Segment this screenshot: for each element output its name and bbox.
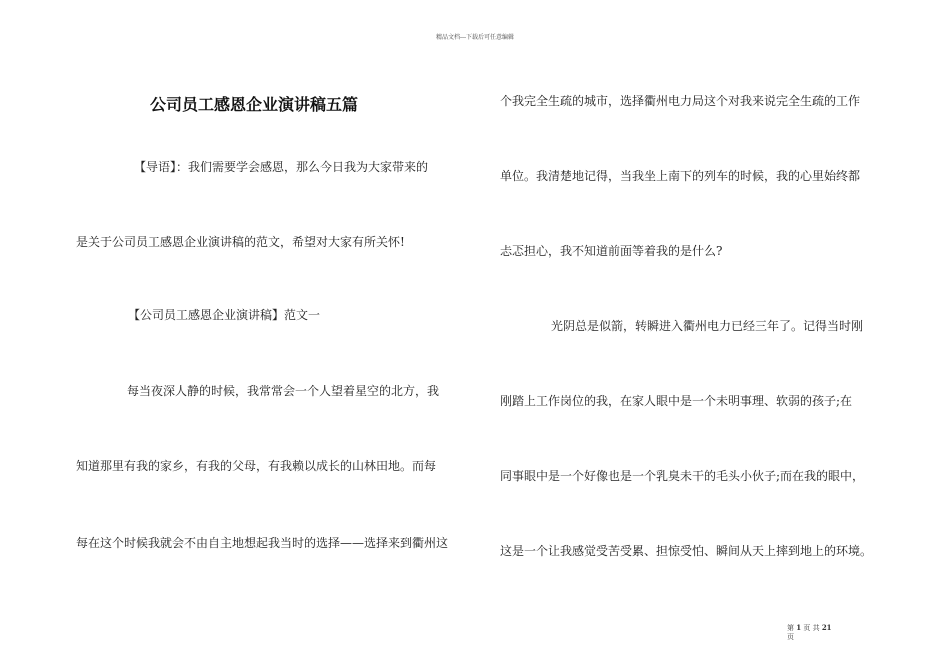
left-paragraph-line: 每在这个时候我就会不由自主地想起我当时的选择——选择来到衢州这 <box>76 536 449 550</box>
document-title: 公司员工感恩企业演讲稿五篇 <box>150 95 359 114</box>
total-pages: 21 <box>821 623 832 632</box>
right-paragraph-line: 忐忑担心，我不知道前面等着我的是什么? <box>500 244 723 258</box>
right-paragraph-line: 个我完全生疏的城市，选择衢州电力局这个对我来说完全生疏的工作 <box>500 94 861 108</box>
left-paragraph-line: 【导语】：我们需要学会感恩，那么今日我为大家带来的 <box>134 160 429 174</box>
header-note: 精品文档---下载后可任意编辑 <box>435 34 515 41</box>
right-paragraph-line: 单位。我清楚地记得，当我坐上南下的列车的时候，我的心里始终都 <box>500 169 861 183</box>
right-paragraph-line: 光阴总是似箭，转瞬进入衢州电力已经三年了。记得当时刚 <box>551 319 864 333</box>
current-page: 1 <box>796 623 802 632</box>
page-prefix: 第 <box>787 624 794 632</box>
page-number <box>787 623 832 642</box>
right-paragraph-line: 同事眼中是一个好像也是一个乳臭未干的毛头小伙子;而在我的眼中， <box>500 469 865 483</box>
left-paragraph-line: 是关于公司员工感恩企业演讲稿的范文，希望对大家有所关怀! <box>76 235 405 249</box>
page-mid: 页 共 <box>803 624 820 632</box>
left-paragraph-line: 知道那里有我的家乡，有我的父母，有我赖以成长的山林田地。而每 <box>76 459 437 473</box>
right-paragraph-line: 这是一个让我感觉受苦受累、担惊受怕、瞬间从天上摔到地上的环境。 <box>500 544 873 558</box>
left-paragraph-line: 每当夜深人静的时候，我常常会一个人望着星空的北方，我 <box>127 384 440 398</box>
section-heading: 【公司员工感恩企业演讲稿】范文一 <box>128 308 321 322</box>
right-paragraph-line: 刚踏上工作岗位的我，在家人眼中是一个未明事理、软弱的孩子;在 <box>500 394 853 408</box>
page-suffix: 页 <box>787 633 794 641</box>
